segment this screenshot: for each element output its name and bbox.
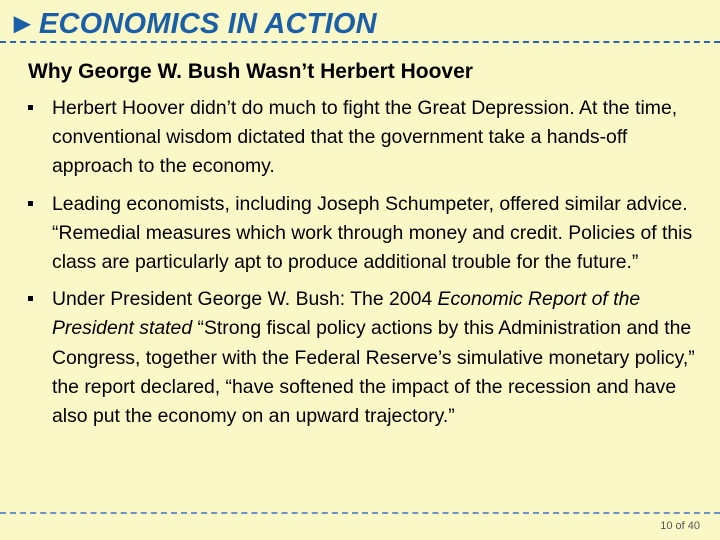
bullet-item: [24, 190, 704, 278]
bullet-item: [24, 285, 704, 431]
square-bullet-icon: [28, 105, 33, 110]
bullet-item: [24, 94, 704, 182]
bullet-text-before: Under President George W. Bush: The 2004: [52, 288, 438, 311]
bullet-text-after: “Strong fiscal policy actions by this Administration and the Congress, together with the Federal Reserve’s simulative monetary policy,” the report declared, “have softened the impact of the recession and have also put the economy on an upward trajectory.”: [52, 317, 695, 428]
arrow-icon: ►: [8, 8, 37, 40]
slide-subtitle: Why George W. Bush Wasn’t Herbert Hoover: [28, 60, 473, 83]
bullet-list: [24, 94, 704, 439]
slide-header: [0, 6, 720, 42]
header-divider: [0, 41, 720, 43]
square-bullet-icon: [28, 296, 33, 301]
bullet-text: Leading economists, including Joseph Schumpeter, offered similar advice. “Remedial measures which work through money and credit. Policies of this class are particularly apt to produce additional trouble for the future.”: [52, 192, 693, 274]
slide-title: [8, 8, 377, 41]
footer-divider: [0, 512, 720, 514]
page-number: 10 of 40: [660, 520, 700, 532]
slide-title-text: ECONOMICS IN ACTION: [38, 8, 377, 40]
bullet-text-italic: Economic Report of the President stated: [52, 288, 641, 340]
square-bullet-icon: [28, 201, 33, 206]
bullet-text: Herbert Hoover didn’t do much to fight the Great Depression. At the time, conventional wisdom dictated that the government take a hands-off approach to the economy.: [52, 97, 678, 178]
